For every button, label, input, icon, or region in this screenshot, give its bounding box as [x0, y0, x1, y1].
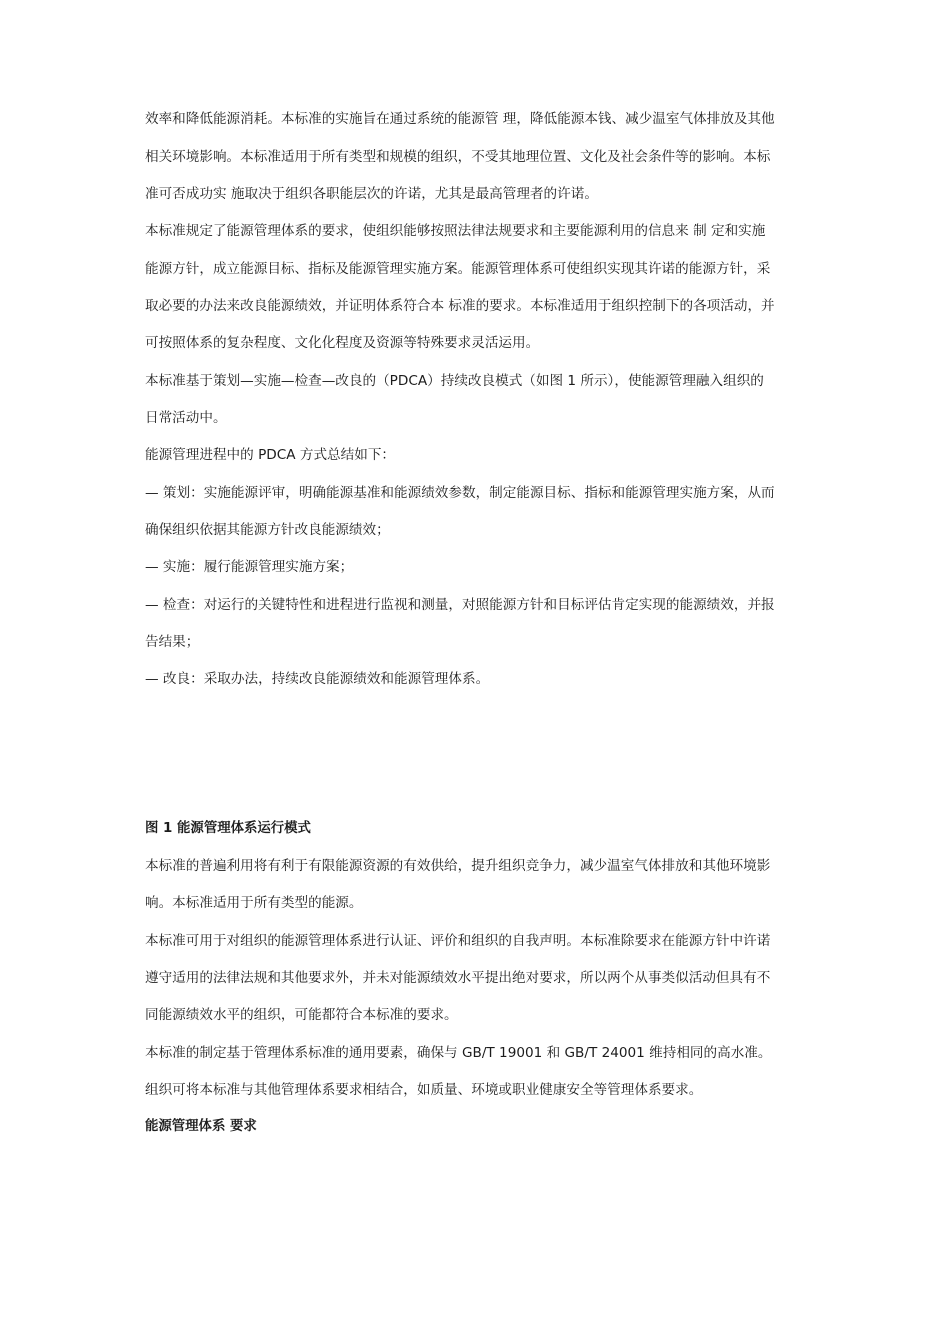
text-line: 相关环境影响。本标准适用于所有类型和规模的组织，不受其地理位置、文化及社会条件等的影响。本标: [145, 149, 771, 165]
text-line: 响。本标准适用于所有类型的能源。: [145, 895, 363, 911]
text-line: 可按照体系的复杂程度、文化化程度及资源等特殊要求灵活运用。: [145, 335, 540, 351]
pdca-check-item: 告结果；: [145, 634, 200, 650]
text-line: 本标准基于策划—实施—检查—改良的（PDCA）持续改良模式（如图 1 所示），使能源管理融入组织的: [145, 373, 764, 389]
text-line: 同能源绩效水平的组织，可能都符合本标准的要求。: [145, 1007, 458, 1023]
text-line: 遵守适用的法律法规和其他要求外，并未对能源绩效水平提出绝对要求，所以两个从事类似活动但具有不: [145, 970, 771, 986]
pdca-plan-item: — 策划：实施能源评审，明确能源基准和能源绩效参数，制定能源目标、指标和能源管理实施方案，从而: [145, 485, 775, 501]
pdca-check-item: — 检查：对运行的关键特性和进程进行监视和测量，对照能源方针和目标评估肯定实现的能源绩效，并报: [145, 597, 775, 613]
text-line: 日常活动中。: [145, 410, 227, 426]
text-line: 效率和降低能源消耗。本标准的实施旨在通过系统的能源管 理，降低能源本钱、减少温室气体排放及其他: [145, 111, 775, 127]
pdca-act-item: — 改良：采取办法，持续改良能源绩效和能源管理体系。: [145, 671, 490, 687]
text-line: 本标准的普遍利用将有利于有限能源资源的有效供给，提升组织竞争力，减少温室气体排放和其他环境影: [145, 858, 771, 874]
pdca-plan-item: 确保组织依据其能源方针改良能源绩效；: [145, 522, 390, 538]
text-line: 本标准规定了能源管理体系的要求，使组织能够按照法律法规要求和主要能源利用的信息来 制 定和实施: [145, 223, 766, 239]
text-line: 能源方针，成立能源目标、指标及能源管理实施方案。能源管理体系可使组织实现其许诺的能源方针，采: [145, 261, 771, 277]
pdca-intro: 能源管理进程中的 PDCA 方式总结如下：: [145, 447, 396, 463]
text-line: 本标准可用于对组织的能源管理体系进行认证、评价和组织的自我声明。本标准除要求在能源方针中许诺: [145, 933, 771, 949]
text-line: 组织可将本标准与其他管理体系要求相结合，如质量、环境或职业健康安全等管理体系要求。: [145, 1082, 703, 1098]
section-heading: 能源管理体系 要求: [145, 1119, 257, 1134]
text-line: 本标准的制定基于管理体系标准的通用要素，确保与 GB/T 19001 和 GB/T 24001 维持相同的高水准。: [145, 1045, 772, 1061]
text-line: 准可否成功实 施取决于组织各职能层次的许诺，尤其是最高管理者的许诺。: [145, 186, 598, 202]
text-line: 取必要的办法来改良能源绩效，并证明体系符合本 标准的要求。本标准适用于组织控制下的各项活动，并: [145, 298, 775, 314]
pdca-do-item: — 实施：履行能源管理实施方案；: [145, 559, 354, 575]
figure-caption: 图 1 能源管理体系运行模式: [145, 821, 311, 836]
